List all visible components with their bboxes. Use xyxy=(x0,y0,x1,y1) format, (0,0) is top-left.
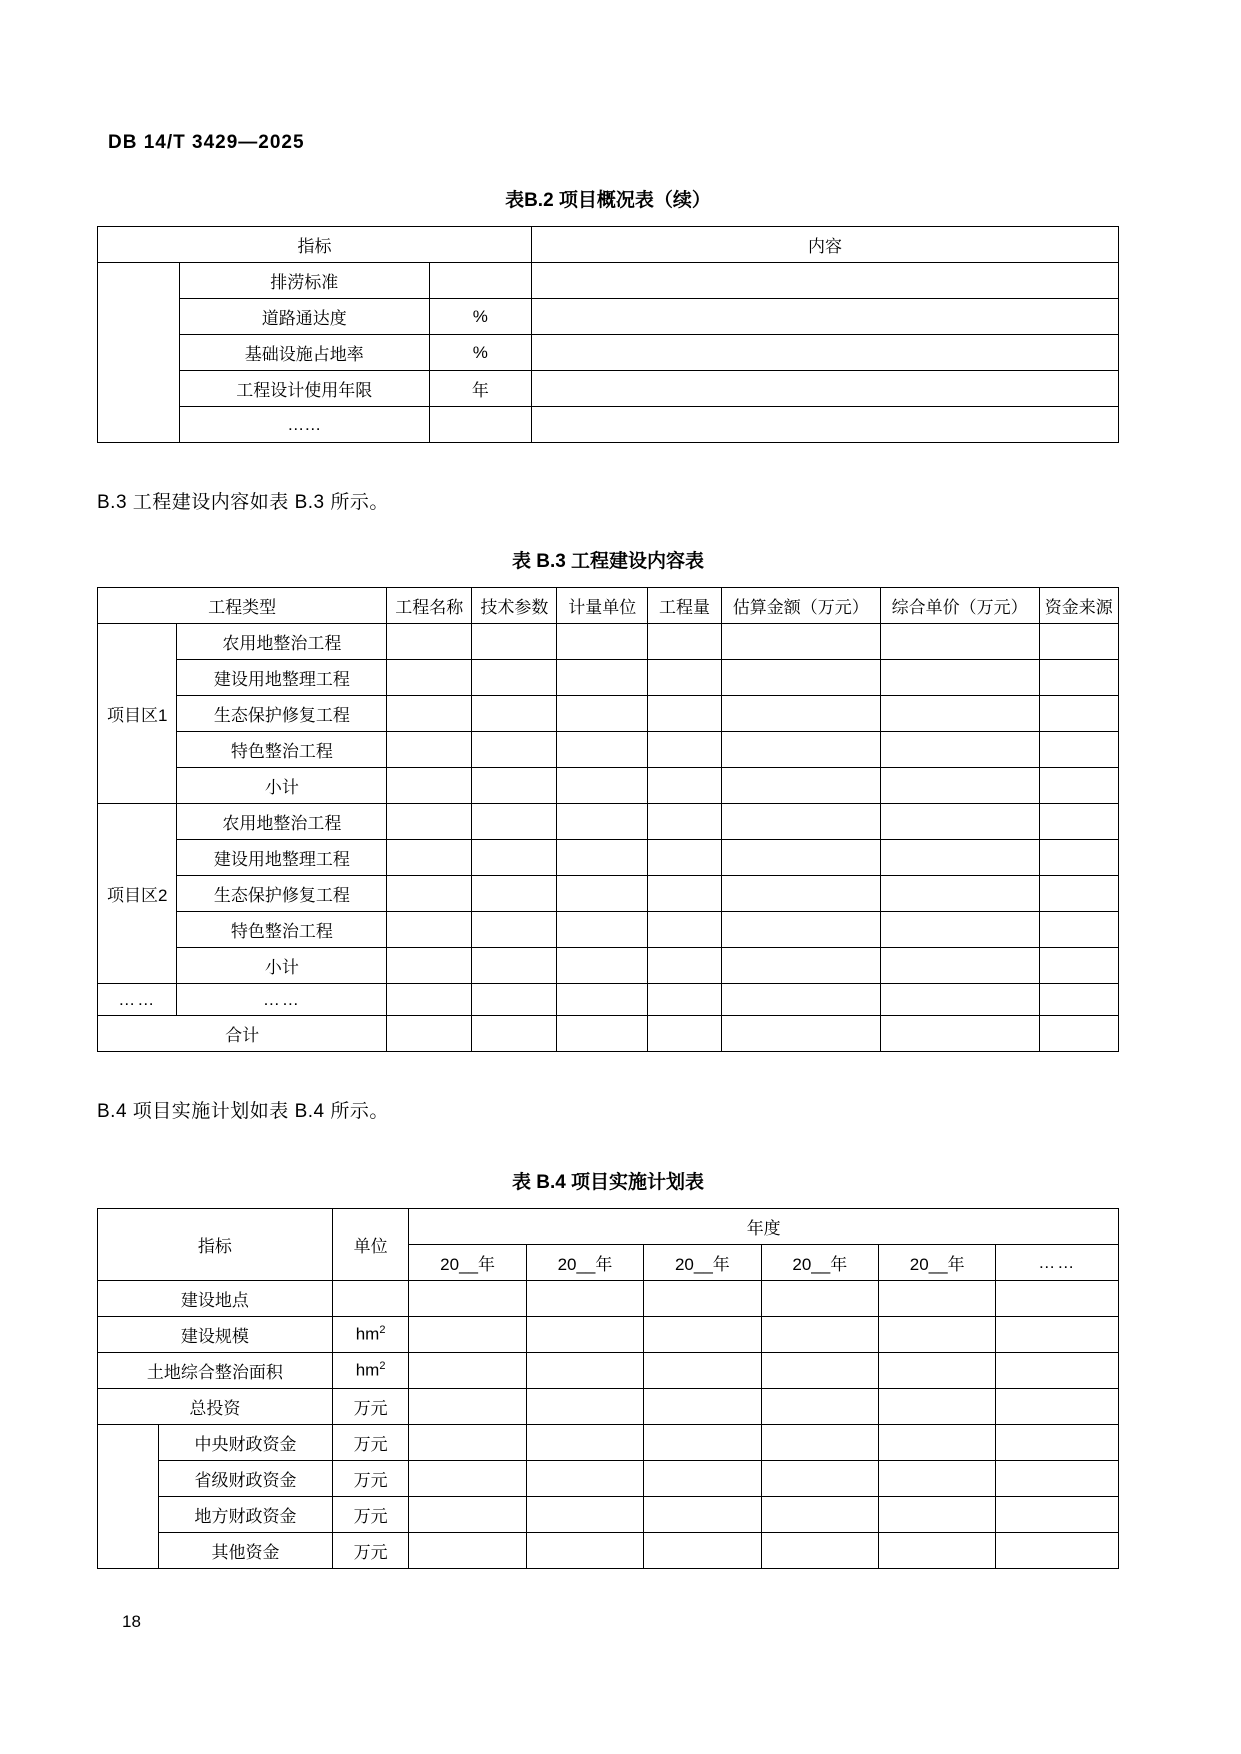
table-b3-item: 特色整治工程 xyxy=(177,732,387,768)
section-b4-text: B.4 项目实施计划如表 B.4 所示。 xyxy=(97,1101,389,1122)
cell xyxy=(721,876,880,912)
cell xyxy=(644,1281,761,1317)
table-row xyxy=(98,1389,1119,1425)
cell xyxy=(472,696,557,732)
table-b4-unit: $hm^2$ xyxy=(332,1353,409,1389)
table-b4-unit: 万元 xyxy=(332,1461,409,1497)
table-b4-indicator: 土地综合整治面积 xyxy=(98,1353,333,1389)
table-b3-group-2: 项目区2 xyxy=(98,804,177,984)
table-row xyxy=(98,1461,1119,1497)
cell xyxy=(880,948,1039,984)
table-b3-header-unit: 计量单位 xyxy=(557,588,648,624)
table-b3-header-amount: 估算金额（万元） xyxy=(721,588,880,624)
cell xyxy=(644,1317,761,1353)
cell xyxy=(557,948,648,984)
table-b4-header-indicator: 指标 xyxy=(98,1209,333,1281)
cell xyxy=(472,840,557,876)
table-b4-subgroup-cell xyxy=(98,1425,159,1569)
cell xyxy=(996,1461,1119,1497)
table-b3-item: 农用地整治工程 xyxy=(177,624,387,660)
cell xyxy=(879,1497,996,1533)
table-b4-indicator: 其他资金 xyxy=(159,1533,333,1569)
cell xyxy=(409,1353,526,1389)
cell xyxy=(557,912,648,948)
cell xyxy=(880,984,1039,1016)
page-content xyxy=(97,185,1119,1569)
table-b3-total-label: 合计 xyxy=(98,1016,387,1052)
table-b4-year: 20__年 xyxy=(409,1245,526,1281)
table-b4-year: 20__年 xyxy=(526,1245,643,1281)
cell xyxy=(1039,660,1118,696)
table-b3-caption: 表 B.3 工程建设内容表 xyxy=(511,551,705,572)
cell xyxy=(526,1461,643,1497)
cell xyxy=(880,1016,1039,1052)
cell xyxy=(1039,768,1118,804)
table-row xyxy=(98,407,1119,443)
cell xyxy=(996,1281,1119,1317)
cell xyxy=(472,804,557,840)
cell xyxy=(387,804,472,840)
table-b3-item: 特色整治工程 xyxy=(177,912,387,948)
table-row xyxy=(98,1281,1119,1317)
cell xyxy=(879,1281,996,1317)
cell xyxy=(557,840,648,876)
cell xyxy=(472,624,557,660)
table-b2-unit xyxy=(429,263,531,299)
cell xyxy=(472,732,557,768)
cell xyxy=(526,1317,643,1353)
cell xyxy=(387,624,472,660)
table-row xyxy=(98,660,1119,696)
cell xyxy=(879,1425,996,1461)
cell xyxy=(648,912,722,948)
cell xyxy=(387,732,472,768)
cell xyxy=(879,1317,996,1353)
cell xyxy=(409,1281,526,1317)
cell xyxy=(721,696,880,732)
cell xyxy=(880,660,1039,696)
cell xyxy=(721,624,880,660)
cell xyxy=(644,1425,761,1461)
table-b4-unit: 万元 xyxy=(332,1497,409,1533)
cell xyxy=(648,696,722,732)
cell xyxy=(880,696,1039,732)
cell xyxy=(409,1317,526,1353)
cell xyxy=(648,840,722,876)
cell xyxy=(387,876,472,912)
cell xyxy=(761,1461,878,1497)
table-row xyxy=(98,1425,1119,1461)
section-b3-text: B.3 工程建设内容如表 B.3 所示。 xyxy=(97,492,389,513)
table-b4-header-year-group: 年度 xyxy=(409,1209,1119,1245)
cell xyxy=(526,1533,643,1569)
table-row xyxy=(98,299,1119,335)
cell xyxy=(409,1497,526,1533)
cell xyxy=(648,984,722,1016)
cell xyxy=(387,1016,472,1052)
cell xyxy=(409,1425,526,1461)
table-b4-year: 20__年 xyxy=(879,1245,996,1281)
table-b2-indicator: 基础设施占地率 xyxy=(179,335,429,371)
table-b3-header-quantity: 工程量 xyxy=(648,588,722,624)
cell xyxy=(557,696,648,732)
table-b2-content xyxy=(531,335,1118,371)
cell xyxy=(409,1533,526,1569)
cell xyxy=(761,1425,878,1461)
page-number: 18 xyxy=(122,1612,141,1631)
cell xyxy=(761,1497,878,1533)
table-row xyxy=(98,1209,1119,1245)
cell xyxy=(644,1497,761,1533)
cell xyxy=(996,1497,1119,1533)
table-b3-header-name: 工程名称 xyxy=(387,588,472,624)
cell xyxy=(387,660,472,696)
cell xyxy=(557,984,648,1016)
cell xyxy=(761,1317,878,1353)
cell xyxy=(721,732,880,768)
cell xyxy=(1039,912,1118,948)
cell xyxy=(880,732,1039,768)
cell xyxy=(557,768,648,804)
cell xyxy=(557,624,648,660)
table-b3-item: 小计 xyxy=(177,948,387,984)
table-b4-unit xyxy=(332,1281,409,1317)
table-row xyxy=(98,840,1119,876)
table-row xyxy=(98,732,1119,768)
cell xyxy=(721,804,880,840)
cell xyxy=(648,660,722,696)
table-b2-unit: 年 xyxy=(429,371,531,407)
table-b4-year: …… xyxy=(996,1245,1119,1281)
table-b3-header-source: 资金来源 xyxy=(1039,588,1118,624)
cell xyxy=(387,840,472,876)
cell xyxy=(879,1533,996,1569)
table-b2-caption: 表B.2 项目概况表（续） xyxy=(505,190,711,211)
cell xyxy=(387,696,472,732)
cell xyxy=(880,804,1039,840)
cell xyxy=(409,1461,526,1497)
table-row xyxy=(98,1016,1119,1052)
cell xyxy=(880,624,1039,660)
cell xyxy=(996,1425,1119,1461)
table-b3-item: 小计 xyxy=(177,768,387,804)
cell xyxy=(761,1353,878,1389)
cell xyxy=(880,876,1039,912)
cell xyxy=(1039,840,1118,876)
cell xyxy=(557,804,648,840)
cell xyxy=(472,768,557,804)
cell xyxy=(472,660,557,696)
cell xyxy=(644,1533,761,1569)
table-b4 xyxy=(97,1208,1119,1569)
table-b3-item: 建设用地整理工程 xyxy=(177,840,387,876)
table-row xyxy=(98,1533,1119,1569)
cell xyxy=(721,660,880,696)
table-b2 xyxy=(97,226,1119,443)
cell xyxy=(648,948,722,984)
table-row xyxy=(98,1353,1119,1389)
table-b2-header-indicator: 指标 xyxy=(98,227,532,263)
cell xyxy=(1039,624,1118,660)
cell xyxy=(644,1353,761,1389)
table-row xyxy=(98,912,1119,948)
table-b4-year: 20__年 xyxy=(761,1245,878,1281)
cell xyxy=(879,1389,996,1425)
table-b2-content xyxy=(531,371,1118,407)
cell xyxy=(472,876,557,912)
cell xyxy=(387,768,472,804)
table-b4-unit: 万元 xyxy=(332,1389,409,1425)
table-b2-unit xyxy=(429,407,531,443)
cell xyxy=(409,1389,526,1425)
cell xyxy=(387,984,472,1016)
cell xyxy=(996,1389,1119,1425)
cell xyxy=(761,1281,878,1317)
cell xyxy=(557,1016,648,1052)
table-b4-unit: $hm^2$ xyxy=(332,1317,409,1353)
table-b2-content xyxy=(531,299,1118,335)
table-b3-item: 生态保护修复工程 xyxy=(177,696,387,732)
cell xyxy=(526,1389,643,1425)
cell xyxy=(644,1461,761,1497)
table-b4-indicator: 省级财政资金 xyxy=(159,1461,333,1497)
table-b2-indicator: …… xyxy=(179,407,429,443)
cell xyxy=(648,876,722,912)
table-row xyxy=(98,984,1119,1016)
table-b3 xyxy=(97,587,1119,1052)
table-b2-content xyxy=(531,263,1118,299)
cell xyxy=(557,732,648,768)
table-row xyxy=(98,804,1119,840)
cell xyxy=(879,1353,996,1389)
cell xyxy=(648,768,722,804)
cell xyxy=(648,624,722,660)
cell xyxy=(472,912,557,948)
cell xyxy=(1039,1016,1118,1052)
table-b3-item: 农用地整治工程 xyxy=(177,804,387,840)
cell xyxy=(644,1389,761,1425)
cell xyxy=(721,840,880,876)
table-b3-ellipsis-right: …… xyxy=(177,984,387,1016)
cell xyxy=(721,948,880,984)
cell xyxy=(648,1016,722,1052)
cell xyxy=(648,804,722,840)
table-b4-indicator: 建设规模 xyxy=(98,1317,333,1353)
table-b3-item: 生态保护修复工程 xyxy=(177,876,387,912)
table-b4-unit: 万元 xyxy=(332,1425,409,1461)
table-row xyxy=(98,948,1119,984)
table-b2-header-content: 内容 xyxy=(531,227,1118,263)
cell xyxy=(880,768,1039,804)
cell xyxy=(1039,948,1118,984)
cell xyxy=(761,1389,878,1425)
table-row xyxy=(98,768,1119,804)
cell xyxy=(880,912,1039,948)
cell xyxy=(472,948,557,984)
table-row xyxy=(98,335,1119,371)
table-b3-header-type: 工程类型 xyxy=(98,588,387,624)
cell xyxy=(1039,876,1118,912)
table-row xyxy=(98,624,1119,660)
cell xyxy=(557,660,648,696)
table-b2-indicator: 道路通达度 xyxy=(179,299,429,335)
cell xyxy=(526,1353,643,1389)
table-row xyxy=(98,696,1119,732)
cell xyxy=(721,768,880,804)
cell xyxy=(472,984,557,1016)
table-b3-group-1: 项目区1 xyxy=(98,624,177,804)
page-header: DB 14/T 3429—2025 xyxy=(108,132,305,153)
table-b3-header-price: 综合单价（万元） xyxy=(880,588,1039,624)
cell xyxy=(526,1425,643,1461)
cell xyxy=(648,732,722,768)
table-b2-unit: % xyxy=(429,335,531,371)
table-b4-indicator: 总投资 xyxy=(98,1389,333,1425)
table-b4-year: 20__年 xyxy=(644,1245,761,1281)
cell xyxy=(996,1533,1119,1569)
table-b4-indicator: 中央财政资金 xyxy=(159,1425,333,1461)
table-row xyxy=(98,1497,1119,1533)
cell xyxy=(387,948,472,984)
cell xyxy=(557,876,648,912)
table-b2-unit: % xyxy=(429,299,531,335)
table-b4-indicator: 建设地点 xyxy=(98,1281,333,1317)
table-row xyxy=(98,1317,1119,1353)
table-b4-caption: 表 B.4 项目实施计划表 xyxy=(511,1172,705,1193)
table-b4-header-unit: 单位 xyxy=(332,1209,409,1281)
table-b2-group-cell xyxy=(98,263,180,443)
cell xyxy=(1039,984,1118,1016)
cell xyxy=(526,1497,643,1533)
table-b4-indicator: 地方财政资金 xyxy=(159,1497,333,1533)
table-b4-unit: 万元 xyxy=(332,1533,409,1569)
table-b3-item: 建设用地整理工程 xyxy=(177,660,387,696)
cell xyxy=(996,1317,1119,1353)
table-b2-indicator: 排涝标准 xyxy=(179,263,429,299)
cell xyxy=(721,984,880,1016)
cell xyxy=(996,1353,1119,1389)
table-b3-header-param: 技术参数 xyxy=(472,588,557,624)
table-row xyxy=(98,227,1119,263)
cell xyxy=(387,912,472,948)
cell xyxy=(880,840,1039,876)
table-b3-ellipsis-left: …… xyxy=(98,984,177,1016)
table-b2-indicator: 工程设计使用年限 xyxy=(179,371,429,407)
cell xyxy=(879,1461,996,1497)
cell xyxy=(472,1016,557,1052)
cell xyxy=(1039,696,1118,732)
cell xyxy=(526,1281,643,1317)
table-b2-content xyxy=(531,407,1118,443)
table-row xyxy=(98,263,1119,299)
cell xyxy=(1039,804,1118,840)
cell xyxy=(721,1016,880,1052)
table-row xyxy=(98,876,1119,912)
table-row xyxy=(98,371,1119,407)
cell xyxy=(1039,732,1118,768)
cell xyxy=(721,912,880,948)
cell xyxy=(761,1533,878,1569)
